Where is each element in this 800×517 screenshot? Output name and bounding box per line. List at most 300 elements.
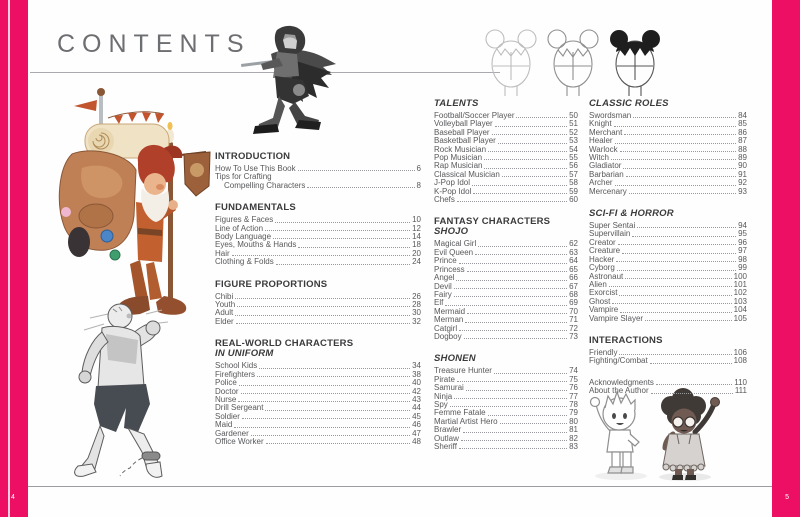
entry-leader-dots <box>645 320 732 321</box>
entry-page-number: 14 <box>412 232 421 242</box>
entry-label: Chefs <box>434 195 455 205</box>
entry-leader-dots <box>516 117 567 118</box>
entry-page-number: 59 <box>569 186 578 196</box>
entry-page-number: 68 <box>569 289 578 299</box>
section-header: CLASSIC ROLES <box>589 98 669 109</box>
entry-leader-dots <box>298 170 415 171</box>
entry-label: Martial Artist Hero <box>434 416 498 426</box>
entry-page-number: 45 <box>412 411 421 421</box>
entry-label: Eyes, Mouths & Hands <box>215 240 297 250</box>
entry-leader-dots <box>239 385 410 386</box>
entry-page-number: 62 <box>569 239 578 249</box>
entry-page-number: 89 <box>738 153 747 163</box>
entry-leader-dots <box>622 253 736 254</box>
entry-page-number: 55 <box>569 153 578 163</box>
entry-page-number: 32 <box>412 316 421 326</box>
entry-label: Ninja <box>434 391 453 401</box>
entry-label: Volleyball Player <box>434 119 493 129</box>
entry-label: Gladiator <box>589 161 622 171</box>
entry-page-number: 79 <box>569 408 578 418</box>
toc-column <box>215 152 421 459</box>
entry-page-number: 73 <box>569 331 578 341</box>
entry-page-number: 78 <box>569 399 578 409</box>
toc-entry <box>589 146 747 154</box>
entry-label: Clothing & Folds <box>215 257 274 267</box>
entry-label: Baseball Player <box>434 127 490 137</box>
entry-label: Classical Musician <box>434 169 500 179</box>
entry-label: Spy <box>434 399 448 409</box>
entry-leader-dots <box>629 193 736 194</box>
entry-page-number: 98 <box>738 254 747 264</box>
entry-page-number: 102 <box>733 288 747 298</box>
entry-page-number: 85 <box>738 119 747 129</box>
entry-page-number: 54 <box>569 144 578 154</box>
entry-leader-dots <box>611 159 736 160</box>
entry-label: Rock Musician <box>434 144 487 154</box>
entry-page-number: 86 <box>738 127 747 137</box>
entry-page-number: 110 <box>734 377 747 387</box>
entry-leader-dots <box>265 410 410 411</box>
entry-label: Acknowledgments <box>589 377 654 387</box>
entry-page-number: 8 <box>416 180 421 190</box>
entry-page-number: 24 <box>412 257 421 267</box>
entry-leader-dots <box>467 271 567 272</box>
entry-leader-dots <box>464 338 568 339</box>
entry-label: Sheriff <box>434 442 457 451</box>
entry-page-number: 75 <box>569 374 578 384</box>
entry-label: Fighting/Combat <box>589 356 648 366</box>
entry-label: Creature <box>589 246 621 256</box>
entry-page-number: 81 <box>569 425 578 435</box>
toc-section <box>215 152 421 190</box>
entry-leader-dots <box>466 390 567 391</box>
entry-leader-dots <box>276 264 410 265</box>
entry-leader-dots <box>472 185 567 186</box>
section-header: TALENTS <box>434 98 479 109</box>
entry-leader-dots <box>242 418 410 419</box>
entry-page-number: 48 <box>412 436 421 446</box>
entry-page-number: 63 <box>569 247 578 257</box>
entry-leader-dots <box>612 303 731 304</box>
toc-entry <box>215 309 421 317</box>
left-page-number: 4 <box>11 494 15 501</box>
entry-label: Knight <box>589 119 612 129</box>
toc-entry <box>434 443 578 451</box>
entry-label: Football/Soccer Player <box>434 111 515 120</box>
entry-page-number: 50 <box>569 111 578 120</box>
entry-page-number: 100 <box>733 271 747 281</box>
entry-leader-dots <box>257 376 410 377</box>
entry-leader-dots <box>616 261 736 262</box>
entry-leader-dots <box>650 363 732 364</box>
entry-label: Pop Musician <box>434 153 483 163</box>
entry-leader-dots <box>619 295 731 296</box>
entry-label: Angel <box>434 273 455 283</box>
entry-leader-dots <box>495 126 567 127</box>
toc-section <box>434 99 578 204</box>
toc-entry <box>215 293 421 301</box>
toc-entry <box>434 367 578 375</box>
entry-label: Outlaw <box>434 433 459 443</box>
entry-leader-dots <box>450 406 567 407</box>
entry-label: About the Author <box>589 386 649 396</box>
toc-section <box>434 354 578 451</box>
entry-page-number: 103 <box>733 296 747 306</box>
section-header: FIGURE PROPORTIONS <box>215 278 328 290</box>
entry-page-number: 93 <box>738 186 747 196</box>
entry-page-number: 66 <box>569 273 578 283</box>
entry-page-number: 57 <box>569 169 578 179</box>
entry-page-number: 43 <box>412 394 421 404</box>
entry-label: Tips for Crafting <box>215 172 272 182</box>
entry-page-number: 104 <box>733 305 747 315</box>
zombie-brawler-illustration <box>50 300 192 486</box>
entry-leader-dots <box>488 151 567 152</box>
entry-page-number: 83 <box>569 442 578 451</box>
entry-page-number: 38 <box>412 369 421 379</box>
entry-label: Body Language <box>215 232 272 242</box>
entry-leader-dots <box>456 280 567 281</box>
toc-entry <box>215 388 421 396</box>
entry-page-number: 51 <box>569 119 578 129</box>
right-page-number: 5 <box>785 494 789 501</box>
toc-entry <box>215 413 421 421</box>
entry-page-number: 56 <box>569 161 578 171</box>
entry-leader-dots <box>273 238 410 239</box>
toc-entry <box>589 357 747 365</box>
entry-label: Vampire <box>589 305 619 315</box>
entry-page-number: 72 <box>569 323 578 333</box>
entry-leader-dots <box>502 176 567 177</box>
entry-label: J-Pop Idol <box>434 178 471 188</box>
section-header: REAL-WORLD CHARACTERS IN UNIFORM <box>215 338 354 360</box>
entry-leader-dots <box>623 168 736 169</box>
toc-entry <box>434 274 578 282</box>
entry-leader-dots <box>454 398 567 399</box>
entry-label: Basketball Player <box>434 136 496 146</box>
entry-leader-dots <box>633 117 736 118</box>
left-page-edge <box>0 0 28 517</box>
entry-leader-dots <box>651 393 733 394</box>
entry-label: Exorcist <box>589 288 618 298</box>
entry-page-number: 82 <box>569 433 578 443</box>
entry-page-number: 77 <box>569 391 578 401</box>
entry-page-number: 12 <box>412 223 421 233</box>
hair-tutorial-heads-illustration <box>483 24 669 102</box>
entry-leader-dots <box>457 201 567 202</box>
right-page-edge <box>772 0 800 517</box>
toc-entry <box>434 188 578 196</box>
entry-page-number: 106 <box>733 347 747 357</box>
entry-label: Warlock <box>589 144 618 154</box>
gnome-traveler-illustration <box>52 84 220 332</box>
toc-entry <box>589 188 747 196</box>
entry-leader-dots <box>475 254 567 255</box>
entry-leader-dots <box>463 432 567 433</box>
entry-leader-dots <box>459 448 567 449</box>
toc-section <box>215 280 421 327</box>
entry-leader-dots <box>618 244 736 245</box>
entry-leader-dots <box>619 354 731 355</box>
entry-page-number: 105 <box>733 313 747 323</box>
toc-section <box>589 379 747 396</box>
entry-leader-dots <box>459 330 567 331</box>
entry-label: Astronaut <box>589 271 624 281</box>
hooded-ninja-illustration <box>233 20 338 142</box>
toc-section <box>589 99 747 196</box>
entry-leader-dots <box>461 440 567 441</box>
entry-leader-dots <box>484 159 567 160</box>
toc-entry <box>434 291 578 299</box>
toc-entry <box>215 379 421 387</box>
entry-leader-dots <box>259 368 410 369</box>
entry-label: Chibi <box>215 291 234 301</box>
toc-entry <box>215 318 421 326</box>
entry-page-number: 18 <box>412 240 421 250</box>
entry-label: Pirate <box>434 374 455 384</box>
toc-entry <box>215 404 421 412</box>
entry-leader-dots <box>445 305 567 306</box>
entry-leader-dots <box>615 185 737 186</box>
entry-page-number: 46 <box>412 420 421 430</box>
entry-label: Nurse <box>215 394 237 404</box>
entry-page-number: 71 <box>569 315 578 325</box>
entry-leader-dots <box>459 263 567 264</box>
entry-label: Treasure Hunter <box>434 366 492 376</box>
section-header: SCI-FI & HORROR <box>589 208 674 220</box>
entry-leader-dots <box>235 298 410 299</box>
entry-page-number: 47 <box>412 428 421 438</box>
entry-page-number: 91 <box>738 169 747 179</box>
entry-label: Youth <box>215 300 236 310</box>
entry-label: Brawler <box>434 425 462 435</box>
entry-label: Hair <box>215 248 230 258</box>
entry-page-number: 40 <box>412 378 421 388</box>
entry-leader-dots <box>625 278 731 279</box>
entry-leader-dots <box>241 393 411 394</box>
entry-page-number: 90 <box>738 161 747 171</box>
entry-page-number: 53 <box>569 136 578 146</box>
toc-entry <box>589 289 747 297</box>
entry-leader-dots <box>232 255 410 256</box>
entry-page-number: 34 <box>412 361 421 371</box>
entry-label: Doctor <box>215 386 239 396</box>
entry-page-number: 60 <box>569 195 578 205</box>
entry-page-number: 64 <box>569 256 578 266</box>
entry-page-number: 28 <box>412 300 421 310</box>
entry-label: Elf <box>434 298 444 308</box>
entry-label: Maid <box>215 420 233 430</box>
entry-label: Soldier <box>215 411 240 421</box>
entry-label: Femme Fatale <box>434 408 486 418</box>
entry-label: Line of Action <box>215 223 264 233</box>
toc-entry <box>434 283 578 291</box>
entry-label: Vampire Slayer <box>589 313 644 323</box>
entry-leader-dots <box>488 415 568 416</box>
entry-leader-dots <box>615 143 737 144</box>
entry-page-number: 58 <box>569 178 578 188</box>
entry-leader-dots <box>492 134 568 135</box>
entry-label: Ghost <box>589 296 611 306</box>
toc-entry <box>215 301 421 309</box>
entry-label: School Kids <box>215 361 258 371</box>
entry-leader-dots <box>500 423 568 424</box>
entry-page-number: 87 <box>738 136 747 146</box>
entry-page-number: 69 <box>569 298 578 308</box>
entry-leader-dots <box>251 435 410 436</box>
entry-leader-dots <box>609 286 732 287</box>
toc-entry <box>215 371 421 379</box>
entry-label: Cyborg <box>589 263 615 273</box>
section-header: FANTASY CHARACTERS SHOJO <box>434 216 551 238</box>
entry-leader-dots <box>656 384 732 385</box>
entry-label: Witch <box>589 153 609 163</box>
toc-entry <box>589 112 747 120</box>
section-header: INTERACTIONS <box>589 334 663 346</box>
entry-label: Princess <box>434 264 465 274</box>
entry-leader-dots <box>275 222 410 223</box>
entry-page-number: 44 <box>412 403 421 413</box>
toc-entry <box>434 384 578 392</box>
entry-leader-dots <box>626 176 736 177</box>
entry-label: Adult <box>215 308 234 318</box>
entry-leader-dots <box>637 227 736 228</box>
entry-label: Elder <box>215 316 234 326</box>
toc-entry <box>215 241 421 249</box>
section-header: FUNDAMENTALS <box>215 202 296 214</box>
entry-page-number: 30 <box>412 308 421 318</box>
entry-page-number: 65 <box>569 264 578 274</box>
entry-leader-dots <box>494 373 567 374</box>
entry-leader-dots <box>465 322 567 323</box>
entry-page-number: 20 <box>412 248 421 258</box>
entry-label: Merchant <box>589 127 623 137</box>
entry-label: Barbarian <box>589 169 624 179</box>
entry-leader-dots <box>617 270 736 271</box>
entry-page-number: 94 <box>738 221 747 231</box>
entry-label: Samurai <box>434 383 464 393</box>
entry-page-number: 84 <box>738 111 747 120</box>
toc-entry <box>589 315 747 323</box>
entry-label: Gardener <box>215 428 249 438</box>
section-header: INTRODUCTION <box>215 151 291 162</box>
toc-entry <box>215 182 421 190</box>
entry-label: Magical Girl <box>434 239 477 249</box>
page-title: CONTENTS <box>57 30 251 58</box>
toc-section <box>215 203 421 266</box>
entry-page-number: 70 <box>569 306 578 316</box>
entry-label: Archer <box>589 178 613 188</box>
entry-leader-dots <box>265 230 410 231</box>
toc-entry <box>589 273 747 281</box>
toc-entry <box>215 258 421 266</box>
entry-label: K-Pop Idol <box>434 186 472 196</box>
entry-leader-dots <box>236 323 410 324</box>
entry-page-number: 6 <box>416 164 421 173</box>
entry-label: Creator <box>589 237 616 247</box>
entry-leader-dots <box>624 134 736 135</box>
entry-label: Mermaid <box>434 306 466 316</box>
toc-section <box>589 209 747 323</box>
entry-leader-dots <box>238 401 410 402</box>
entry-label: Alien <box>589 279 607 289</box>
toc-column <box>434 99 578 464</box>
entry-label: How To Use This Book <box>215 164 296 173</box>
toc-entry <box>434 266 578 274</box>
entry-page-number: 52 <box>569 127 578 137</box>
toc-section <box>215 339 421 446</box>
toc-entry <box>589 387 747 395</box>
entry-page-number: 99 <box>738 263 747 273</box>
entry-label: Evil Queen <box>434 247 474 257</box>
entry-page-number: 108 <box>733 356 747 366</box>
toc-section <box>589 336 747 366</box>
entry-label: Office Worker <box>215 436 264 446</box>
entry-label: Firefighters <box>215 369 256 379</box>
entry-page-number: 67 <box>569 281 578 291</box>
entry-leader-dots <box>614 126 736 127</box>
entry-page-number: 26 <box>412 291 421 301</box>
entry-leader-dots <box>632 236 736 237</box>
entry-page-number: 111 <box>734 386 747 396</box>
entry-label: Devil <box>434 281 452 291</box>
entry-label: Compelling Characters <box>224 180 306 190</box>
entry-leader-dots <box>478 246 567 247</box>
entry-page-number: 80 <box>569 416 578 426</box>
entry-page-number: 101 <box>733 279 747 289</box>
entry-label: Mercenary <box>589 186 627 196</box>
toc-entry <box>434 333 578 341</box>
entry-page-number: 76 <box>569 383 578 393</box>
entry-label: Swordsman <box>589 111 632 120</box>
entry-leader-dots <box>620 151 737 152</box>
entry-page-number: 42 <box>412 386 421 396</box>
entry-page-number: 88 <box>738 144 747 154</box>
toc-entry <box>434 393 578 401</box>
entry-leader-dots <box>266 443 410 444</box>
entry-label: Drill Sergeant <box>215 403 264 413</box>
entry-page-number: 92 <box>738 178 747 188</box>
section-header: SHONEN <box>434 353 476 365</box>
entry-leader-dots <box>307 187 414 188</box>
entry-label: Supervillain <box>589 229 631 239</box>
entry-label: Dogboy <box>434 331 462 341</box>
entry-label: Healer <box>589 136 613 146</box>
entry-leader-dots <box>473 193 567 194</box>
entry-page-number: 74 <box>569 366 578 376</box>
toc-column <box>589 99 747 409</box>
entry-label: Figures & Faces <box>215 215 274 225</box>
entry-label: Police <box>215 378 237 388</box>
entry-leader-dots <box>484 168 567 169</box>
entry-label: Fairy <box>434 289 452 299</box>
entry-page-number: 95 <box>738 229 747 239</box>
entry-page-number: 97 <box>738 246 747 256</box>
entry-page-number: 96 <box>738 237 747 247</box>
entry-label: Catgirl <box>434 323 458 333</box>
entry-leader-dots <box>467 313 567 314</box>
entry-leader-dots <box>498 143 567 144</box>
entry-leader-dots <box>298 247 410 248</box>
toc-entry <box>215 438 421 446</box>
entry-label: Merman <box>434 315 464 325</box>
entry-page-number: 10 <box>412 215 421 225</box>
entry-label: Rap Musician <box>434 161 483 171</box>
footer-divider-line <box>28 486 772 487</box>
entry-label: Hacker <box>589 254 615 264</box>
entry-label: Super Sentai <box>589 221 636 231</box>
entry-label: Friendly <box>589 347 618 357</box>
